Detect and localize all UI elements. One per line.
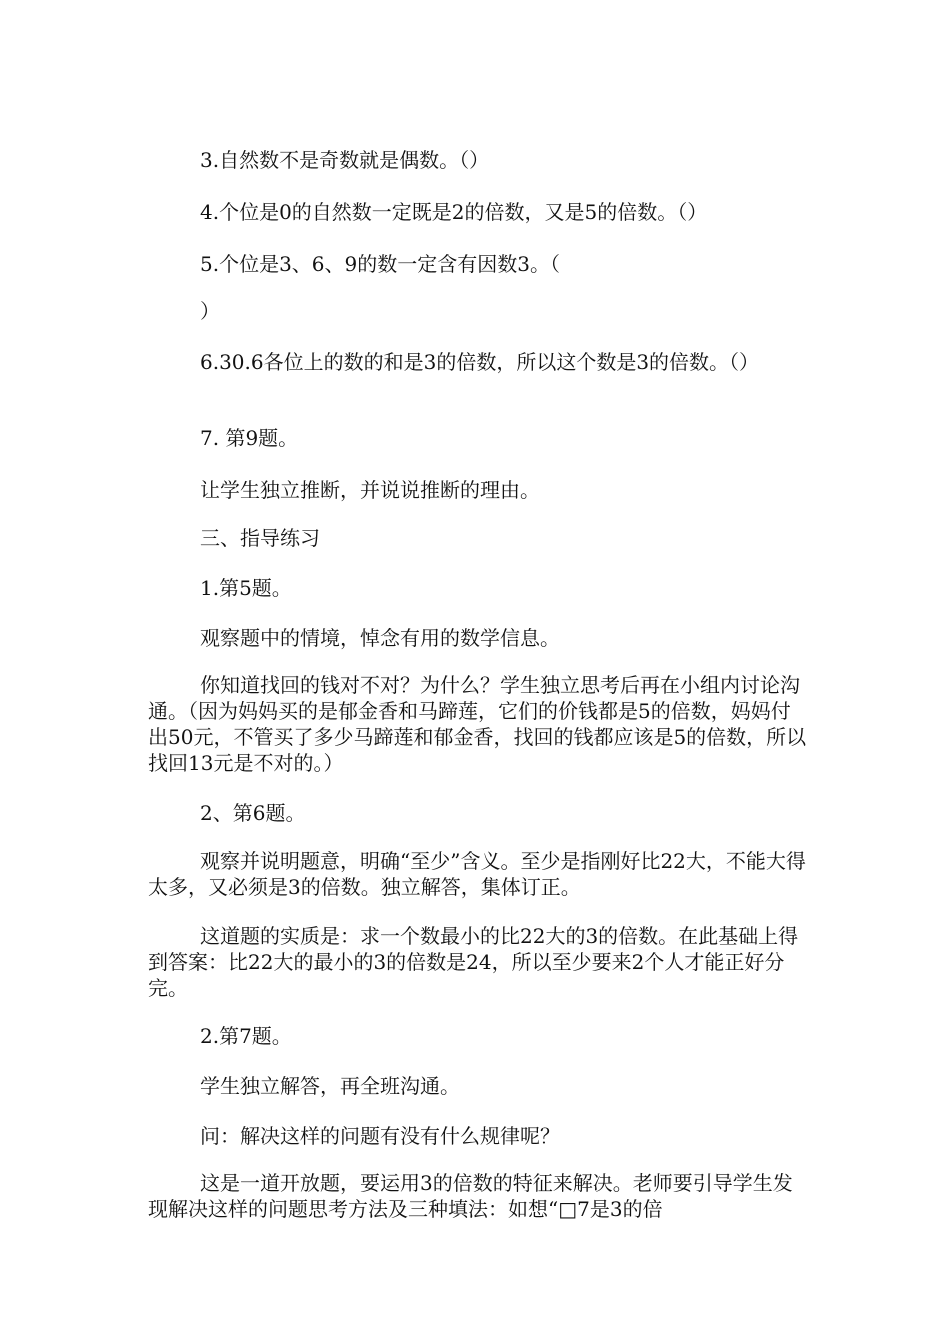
paragraph-item-7: 7. 第9题。 <box>200 426 299 450</box>
paragraph-observe: 观察题中的情境，悼念有用的数学信息。 <box>200 626 560 650</box>
paragraph-item-5-cont: ） <box>200 299 220 323</box>
paragraph-rule-question: 问：解决这样的问题有没有什么规律呢？ <box>200 1124 560 1148</box>
paragraph-question-6: 2、第6题。 <box>200 801 306 825</box>
paragraph-question-5: 1.第5题。 <box>200 576 292 600</box>
paragraph-item-4: 4.个位是0的自然数一定既是2的倍数，又是5的倍数。（） <box>200 200 708 224</box>
section-heading-3: 三、指导练习 <box>200 526 320 550</box>
paragraph-solve: 学生独立解答，再全班沟通。 <box>200 1074 460 1098</box>
paragraph-item-5: 5.个位是3、6、9的数一定含有因数3。（ <box>200 252 560 276</box>
paragraph-at-least: 观察并说明题意，明确“至少”含义。至少是指刚好比22大，不能大得太多，又必须是3的倍数。独立解答，集体订正。 <box>148 849 806 899</box>
paragraph-item-6: 6.30.6各位上的数的和是3的倍数，所以这个数是3的倍数。（） <box>200 350 760 374</box>
paragraph-instruction: 让学生独立推断，并说说推断的理由。 <box>200 478 540 502</box>
paragraph-open-question: 这是一道开放题，要运用3的倍数的特征来解决。老师要引导学生发现解决这样的问题思考方法及三种填法：如想“□7是3的倍 <box>148 1171 793 1221</box>
paragraph-money: 你知道找回的钱对不对？为什么？学生独立思考后再在小组内讨论沟通。（因为妈妈买的是郁金香和马蹄莲，它们的价钱都是5的倍数，妈妈付出50元，不管买了多少马蹄莲和郁金香，找回的钱都应该是5的倍数，所以找回13元是不对的。） <box>148 673 807 775</box>
paragraph-essence: 这道题的实质是：求一个数最小的比22大的3的倍数。在此基础上得到答案：比22大的最小的3的倍数是24，所以至少要来2个人才能正好分完。 <box>148 924 799 1000</box>
paragraph-question-7: 2.第7题。 <box>200 1024 292 1048</box>
paragraph-item-3: 3.自然数不是奇数就是偶数。（） <box>200 148 490 172</box>
